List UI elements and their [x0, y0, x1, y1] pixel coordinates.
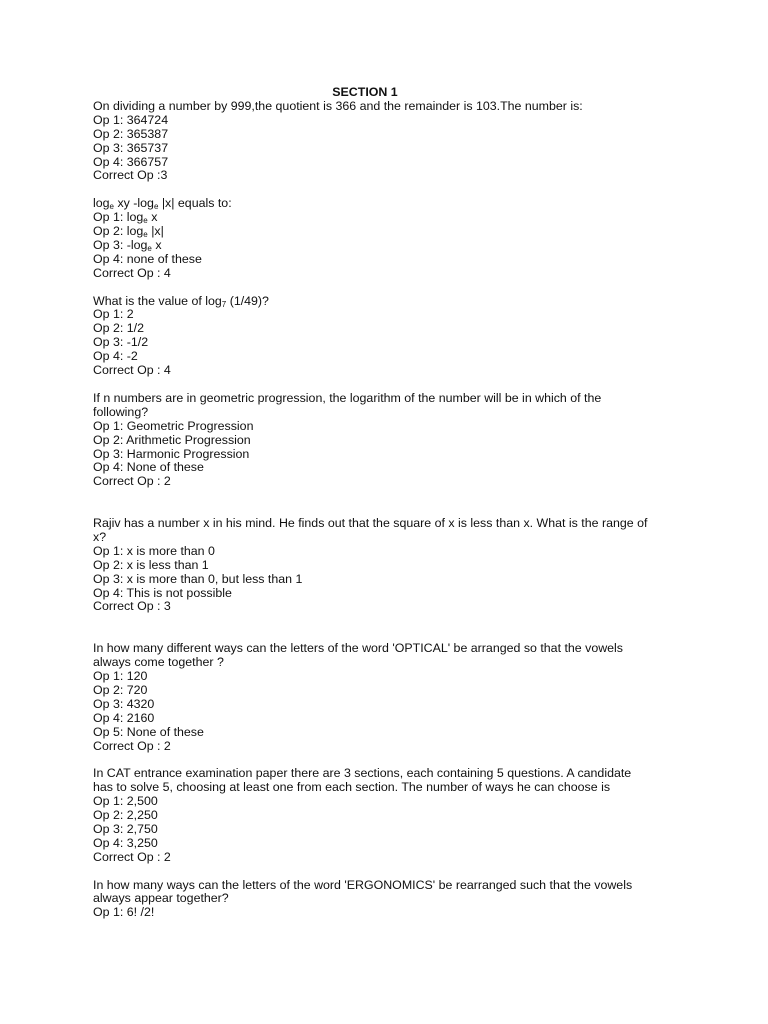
question-text: If n numbers are in geometric progression, the logarithm of the number will be in which of the [93, 390, 602, 405]
section-title: SECTION 1 [332, 85, 398, 99]
correct-answer: Correct Op :3 [93, 168, 168, 183]
option-line: Op 4: 366757 [93, 154, 169, 169]
question-block [93, 767, 653, 864]
option-line: Op 3: 4320 [93, 696, 155, 711]
correct-answer: Correct Op : 4 [93, 265, 171, 280]
option-line: Op 2: 365387 [93, 126, 169, 141]
question-text: In how many different ways can the letters of the word 'OPTICAL' be arranged so that the vowels [93, 641, 624, 656]
question-text: always appear together? [93, 891, 229, 906]
correct-answer: Correct Op : 2 [93, 474, 171, 489]
option-text-part: Op 3: -log [93, 237, 148, 252]
question-block [93, 879, 653, 921]
question-text: In CAT entrance examination paper there are 3 sections, each containing 5 questions. A candidate [93, 766, 632, 781]
question-text-part: What is the value of log [93, 293, 222, 308]
correct-answer: Correct Op : 2 [93, 849, 171, 864]
question-text: has to solve 5, choosing at least one from each section. The number of ways he can choose is [93, 780, 611, 795]
option-line: Op 2: x is less than 1 [93, 557, 209, 572]
option-line: Op 4: None of these [93, 460, 204, 475]
option-line: Op 1: Geometric Progression [93, 418, 254, 433]
option-line: Op 3: 2,750 [93, 821, 158, 836]
option-line: Op 2: 1/2 [93, 321, 144, 336]
question-block [93, 392, 653, 489]
question-text: In how many ways can the letters of the word 'ERGONOMICS' be rearranged such that the vowels [93, 877, 633, 892]
option-line: Op 1: 2,500 [93, 794, 158, 809]
option-line: Op 2: 720 [93, 682, 148, 697]
option-text-part: Op 2: log [93, 224, 144, 239]
document-page [93, 86, 653, 920]
question-text-part: (1/49)? [226, 293, 269, 308]
question-text [93, 295, 653, 309]
question-text [93, 197, 653, 211]
log-base: e [143, 216, 148, 226]
option-line: Op 1: 2 [93, 307, 134, 322]
question-text: x? [93, 529, 107, 544]
option-line: Op 1: 364724 [93, 112, 169, 127]
option-text-part: x [151, 237, 162, 252]
option-text-part: |x| [147, 224, 164, 239]
question-block [93, 642, 653, 753]
option-line [93, 211, 653, 225]
option-line: Op 1: x is more than 0 [93, 543, 215, 558]
option-line: Op 2: Arithmetic Progression [93, 432, 251, 447]
option-line: Op 4: This is not possible [93, 585, 232, 600]
option-text-part: Op 1: log [93, 210, 144, 225]
question-text: following? [93, 404, 149, 419]
question-text-part: log [93, 196, 110, 211]
option-line: Op 4: -2 [93, 349, 138, 364]
correct-answer: Correct Op : 2 [93, 738, 171, 753]
question-block [93, 295, 653, 378]
question-block [93, 517, 653, 614]
option-line: Op 3: x is more than 0, but less than 1 [93, 571, 303, 586]
correct-answer: Correct Op : 4 [93, 363, 171, 378]
option-line: Op 3: 365737 [93, 140, 169, 155]
log-base: e [109, 202, 114, 212]
option-line: Op 1: 120 [93, 668, 148, 683]
option-line: Op 3: Harmonic Progression [93, 446, 250, 461]
option-line: Op 2: 2,250 [93, 808, 158, 823]
question-text-part: xy -log [114, 196, 154, 211]
correct-answer: Correct Op : 3 [93, 599, 171, 614]
option-line: Op 5: None of these [93, 724, 204, 739]
option-line: Op 4: none of these [93, 251, 202, 266]
log-base: e [143, 230, 148, 240]
log-base: e [153, 202, 159, 212]
log-base: 7 [221, 299, 227, 309]
option-line: Op 3: -1/2 [93, 335, 149, 350]
question-block [93, 197, 653, 280]
question-text: Rajiv has a number x in his mind. He finds out that the square of x is less than x. What is the range of [93, 516, 648, 531]
log-base: e [147, 243, 152, 253]
question-text-part: |x| equals to: [158, 196, 232, 211]
option-line: Op 4: 2160 [93, 710, 155, 725]
question-text: always come together ? [93, 655, 224, 670]
option-line [93, 239, 653, 253]
option-text-part: x [147, 210, 158, 225]
option-line: Op 1: 6! /2! [93, 905, 155, 920]
option-line: Op 4: 3,250 [93, 835, 158, 850]
option-line [93, 225, 653, 239]
question-text: On dividing a number by 999,the quotient is 366 and the remainder is 103.The number is: [93, 98, 583, 113]
question-block [93, 100, 653, 183]
